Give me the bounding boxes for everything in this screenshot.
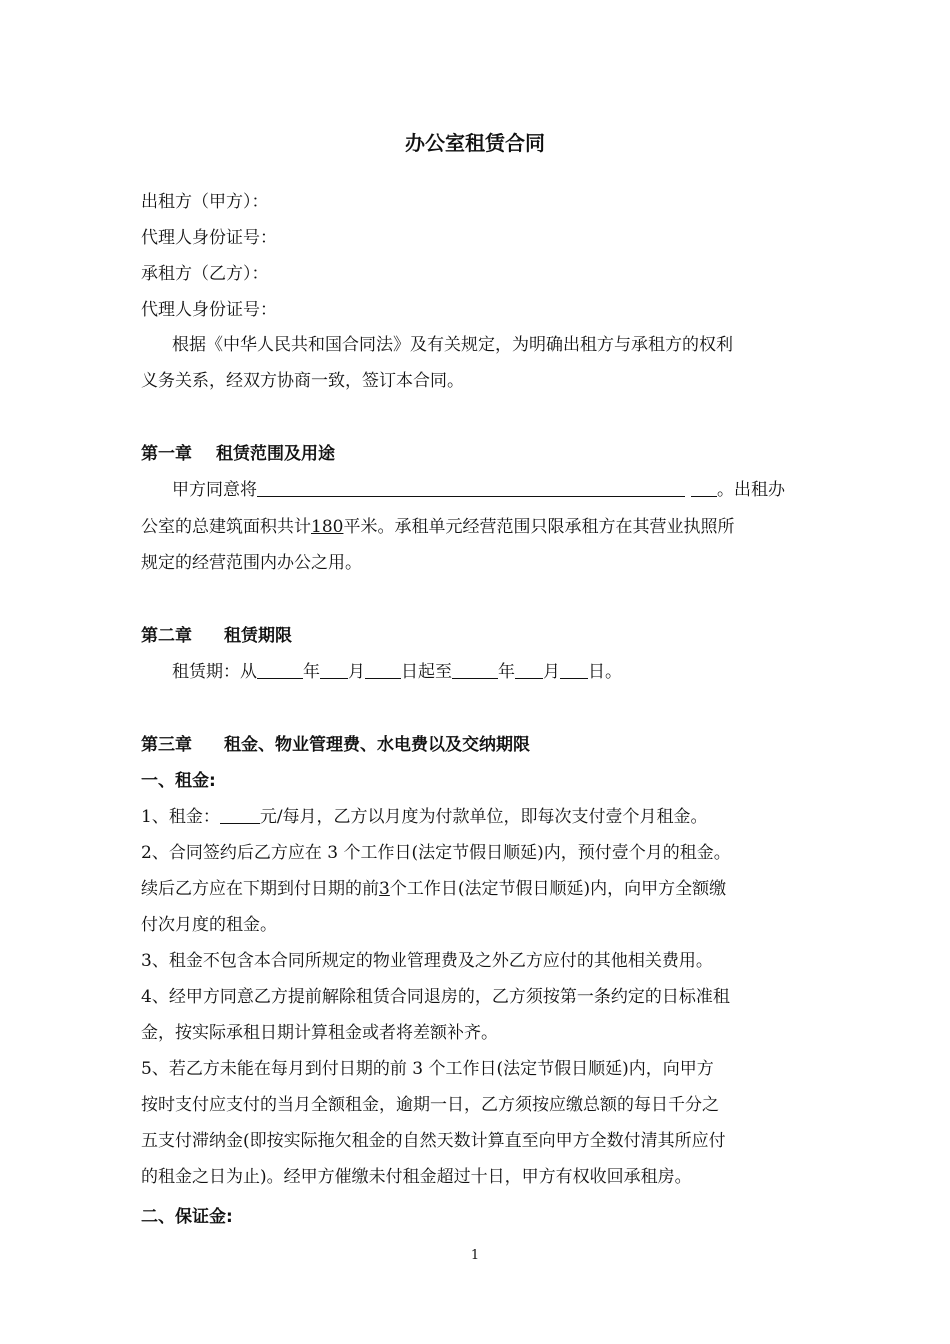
rent-item-4-line-1: 4、经甲方同意乙方提前解除租赁合同退房的，乙方须按第一条约定的日标准租	[141, 987, 730, 1007]
lessee-line: 承租方（乙方）：	[141, 264, 269, 284]
chapter1-text: 平米。承租单元经营范围只限承租方在其营业执照所	[343, 517, 735, 537]
end-year-blank	[452, 662, 498, 679]
lessor-agent-id-line: 代理人身份证号：	[141, 228, 277, 248]
rent-text: 续后乙方应在下期到付日期的前	[141, 879, 379, 899]
chapter3-heading	[141, 735, 530, 755]
rent-section-heading: 一、租金:	[141, 771, 216, 791]
chapter2-name: 租赁期限	[224, 626, 292, 646]
lessor-line: 出租方（甲方）：	[141, 192, 269, 212]
chapter1-text: 公室的总建筑面积共计	[141, 517, 311, 537]
rent-item-2-line-2	[141, 879, 726, 899]
start-day-blank	[365, 662, 401, 679]
intro-line-1: 根据《中华人民共和国合同法》及有关规定，为明确出租方与承租方的权利	[172, 335, 733, 355]
rent-item-5-line-4: 的租金之日为止)。经甲方催缴未付租金超过十日，甲方有权收回承租房。	[141, 1167, 692, 1187]
start-year-blank	[257, 662, 303, 679]
page-number: 1	[470, 1248, 480, 1263]
rent-item-1	[141, 807, 708, 827]
month-label: 月	[543, 662, 560, 682]
lessee-agent-id-line: 代理人身份证号：	[141, 300, 277, 320]
start-month-blank	[320, 662, 348, 679]
chapter1-text: 甲方同意将	[172, 480, 257, 500]
chapter1-para-line-1	[172, 480, 785, 500]
day-label: 日。	[588, 662, 622, 682]
chapter3-name: 租金、物业管理费、水电费以及交纳期限	[224, 735, 530, 755]
end-month-blank	[515, 662, 543, 679]
rent-text: 个工作日(法定节假日顺延)内，向甲方全额缴	[389, 879, 727, 899]
day-label: 日起至	[401, 662, 452, 682]
rent-item-2-line-3: 付次月度的租金。	[141, 915, 277, 935]
rent-item-2-line-1: 2、合同签约后乙方应在 3 个工作日(法定节假日顺延)内，预付壹个月的租金。	[141, 843, 731, 863]
document-title: 办公室租赁合同	[405, 131, 545, 155]
workdays-value: 3	[379, 879, 390, 899]
chapter2-heading	[141, 626, 292, 646]
rent-item-5-line-2: 按时支付应支付的当月全额租金，逾期一日，乙方须按应缴总额的每日千分之	[141, 1095, 719, 1115]
chapter1-text: 。出租办	[717, 480, 785, 500]
rent-item-5-line-3: 五支付滞纳金(即按实际拖欠租金的自然天数计算直至向甲方全数付清其所应付	[141, 1131, 726, 1151]
premises-blank	[257, 480, 685, 497]
rent-text: 1、租金：	[141, 807, 220, 827]
chapter3-number: 第三章	[141, 735, 192, 755]
year-label: 年	[303, 662, 320, 682]
chapter1-name: 租赁范围及用途	[216, 444, 335, 464]
lease-term-text: 租赁期：从	[172, 662, 257, 682]
chapter2-number: 第二章	[141, 626, 192, 646]
chapter1-para-line-2	[141, 517, 734, 537]
rent-item-4-line-2: 金，按实际承租日期计算租金或者将差额补齐。	[141, 1023, 498, 1043]
premises-blank-2	[691, 480, 717, 497]
rent-item-3: 3、租金不包含本合同所规定的物业管理费及之外乙方应付的其他相关费用。	[141, 951, 713, 971]
deposit-section-heading: 二、保证金:	[141, 1207, 233, 1227]
end-day-blank	[560, 662, 588, 679]
rent-item-5-line-1: 5、若乙方未能在每月到付日期的前 3 个工作日(法定节假日顺延)内，向甲方	[141, 1059, 714, 1079]
rent-text: 元/每月，乙方以月度为付款单位，即每次支付壹个月租金。	[259, 807, 708, 827]
month-label: 月	[348, 662, 365, 682]
year-label: 年	[498, 662, 515, 682]
rent-amount-blank	[220, 807, 260, 824]
chapter1-number: 第一章	[141, 444, 192, 464]
chapter1-para-line-3: 规定的经营范围内办公之用。	[141, 553, 362, 573]
intro-line-2: 义务关系，经双方协商一致，签订本合同。	[141, 371, 464, 391]
area-value: 180	[311, 517, 344, 537]
chapter1-heading	[141, 444, 335, 464]
lease-term-line	[172, 662, 622, 682]
